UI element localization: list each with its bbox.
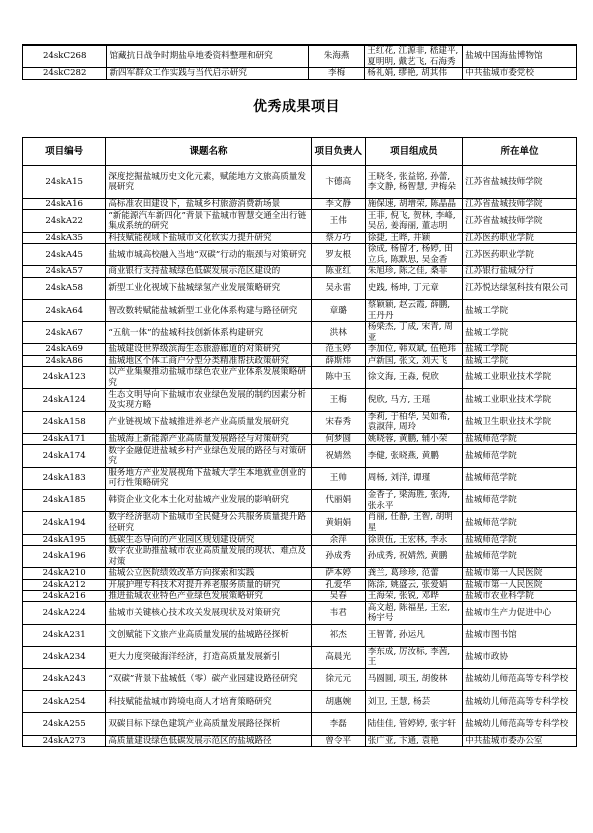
table-row	[23, 512, 577, 534]
cell-title: 双碳目标下绿色建筑产业高质量发展路径探析	[106, 713, 311, 735]
cell-unit: 江苏省盐城技师学院	[463, 210, 577, 232]
cell-title: 文创赋能下文旅产业高质量发展的盐城路径探析	[106, 624, 311, 646]
table-row	[23, 411, 577, 433]
cell-unit: 盐城市第一人民医院	[463, 568, 577, 579]
cell-leader: 余萍	[311, 534, 365, 545]
cell-leader: 高晨光	[311, 647, 365, 669]
cell-leader: 徐元元	[311, 668, 365, 690]
cell-unit: 江苏银行盐城分行	[463, 266, 577, 277]
cell-members: 马圆圆, 项玉, 胡俊林	[365, 668, 462, 690]
table-row	[23, 489, 577, 511]
cell-leader: 孔爱华	[311, 579, 365, 590]
table-row	[23, 244, 577, 266]
cell-members: 徐成, 杨留才, 杨婷, 田立兵, 陈默思, 吴金香	[365, 244, 462, 266]
cell-project-id: 24skC282	[23, 68, 107, 80]
cell-leader: 李磊	[311, 713, 365, 735]
table-row	[23, 668, 577, 690]
cell-leader: 洪林	[311, 322, 365, 344]
cell-leader: 陈亚红	[311, 266, 365, 277]
cell-unit: 盐城师范学院	[463, 489, 577, 511]
cell-unit: 中共盐城市委党校	[463, 68, 577, 80]
cell-members: 孙成秀, 祝婧然, 黄鹏	[365, 545, 462, 567]
cell-title: 盐城建设世界级滨海生态旅游廊道的对策研究	[106, 344, 311, 355]
cell-title: “双碳”背景下盐城低（零）碳产业园建设路径研究	[106, 668, 311, 690]
cell-members: 徐捷, 王晔, 井颖	[365, 232, 462, 243]
cell-project-id: 24skA234	[23, 647, 106, 669]
cell-members: 施保速, 胡增荣, 陈晶晶	[365, 199, 462, 210]
cell-leader: 薛斯炜	[311, 355, 365, 366]
cell-leader: 曾令平	[311, 735, 365, 746]
cell-members: 史践, 杨坤, 丁元章	[365, 277, 462, 299]
cell-project-id: 24skA243	[23, 668, 106, 690]
cell-leader: 胡惠婉	[311, 691, 365, 713]
cell-unit: 江苏悦达绿氢科技有限公司	[463, 277, 577, 299]
cell-unit: 盐城工业职业技术学院	[463, 367, 577, 389]
cell-unit: 盐城市图书馆	[463, 624, 577, 646]
cell-leader: 宋春秀	[311, 411, 365, 433]
table-row	[23, 344, 577, 355]
cell-members: 李健, 张晓燕, 黄鹏	[365, 445, 462, 467]
table-row	[23, 568, 577, 579]
cell-title: 开展护理专科技术对提升养老服务质量的研究	[106, 579, 311, 590]
table-row	[23, 322, 577, 344]
cell-project-id: 24skA64	[23, 300, 106, 322]
cell-title: 高质量建设绿色低碳发展示范区的盐城路径	[106, 735, 311, 746]
cell-project-id: 24skA67	[23, 322, 106, 344]
cell-unit: 盐城幼儿师范高等专科学校	[463, 713, 577, 735]
cell-unit: 江苏医药职业学院	[463, 232, 577, 243]
cell-project-id: 24skA273	[23, 735, 106, 746]
cell-title: 高标准农田建设下，盐城乡村旅游消费新场景	[106, 199, 311, 210]
cell-members: 李莉, 于柏华, 吴如希, 袁淑萍, 周玲	[365, 411, 462, 433]
cell-title: 以产业集聚推动盐城市绿色农业产业体系发展策略研究	[106, 367, 311, 389]
cell-project-id: 24skA58	[23, 277, 106, 299]
cell-members: 王红花, 江源非, 嵇建平, 夏明明, 戴艺飞, 石海秀	[365, 45, 463, 68]
cell-members: 杨梁杰, 丁成, 宋青, 周亚	[365, 322, 462, 344]
cell-members: 张广亚, 卞通, 袁艳	[365, 735, 462, 746]
table-row	[23, 355, 577, 366]
cell-unit: 盐城工学院	[463, 300, 577, 322]
cell-leader: 蔡万巧	[311, 232, 365, 243]
table-row	[23, 445, 577, 467]
table-row	[23, 389, 577, 411]
cell-unit: 盐城师范学院	[463, 433, 577, 444]
cell-title: 盐城海上新能源产业高质量发展路径与对策研究	[106, 433, 311, 444]
table-row	[23, 300, 577, 322]
cell-unit: 盐城幼儿师范高等专科学校	[463, 691, 577, 713]
cell-title: 盐城公立医院绩效改革方向探索和实践	[106, 568, 311, 579]
table-row	[23, 691, 577, 713]
cell-leader: 萨本婷	[311, 568, 365, 579]
cell-unit: 中共盐城市委办公室	[463, 735, 577, 746]
cell-members: 高文超, 陈福星, 王宏, 杨宇号	[365, 602, 462, 624]
table-row	[23, 433, 577, 444]
cell-title: 盐城地区个体工商户分型分类精准帮扶政策研究	[106, 355, 311, 366]
cell-title: 更大力度突破海洋经济，打造高质量发展新引	[106, 647, 311, 669]
cell-title: 盐城市城高校融入当地“双碳”行动的瓶颈与对策研究	[106, 244, 311, 266]
table-row	[23, 534, 577, 545]
cell-project-id: 24skA254	[23, 691, 106, 713]
section-title: 优秀成果项目	[253, 99, 340, 115]
cell-title: 商业银行支持盐城绿色低碳发展示范区建设的	[106, 266, 311, 277]
cell-leader: 吴永雷	[311, 277, 365, 299]
cell-leader: 祁杰	[311, 624, 365, 646]
cell-members: 刘卫, 王慧, 杨芸	[365, 691, 462, 713]
cell-project-id: 24skA255	[23, 713, 106, 735]
cell-members: 蔡颖颖, 赵云霞, 薛鹏, 王丹丹	[365, 300, 462, 322]
cell-members: 王菲, 倪飞, 贺林, 李峰, 吴岳, 姜海丽, 董志明	[365, 210, 462, 232]
cell-project-id: 24skA45	[23, 244, 106, 266]
cell-leader: 李梅	[308, 68, 364, 80]
cell-members: 周杨, 刘洋, 谭瑾	[365, 467, 462, 489]
cell-project-id: 24skA57	[23, 266, 106, 277]
header-leader: 项目负责人	[311, 138, 365, 166]
table-row	[23, 467, 577, 489]
cell-members: 李加位, 韩双斌, 伍艳玮	[365, 344, 462, 355]
cell-project-id: 24skA216	[23, 591, 106, 602]
cell-members: 王海荣, 张锐, 邓晔	[365, 591, 462, 602]
cell-title: 数字金融促进盐城乡村产业绿色发展的路径与对策研究	[106, 445, 311, 467]
cell-title: 馆藏抗日战争时期盐阜地委资料整理和研究	[107, 45, 309, 68]
cell-title: 产业链视域下盐城推进养老产业高质量发展研究	[106, 411, 311, 433]
cell-project-id: 24skA231	[23, 624, 106, 646]
cell-title: 低碳生态导向的产业园区规划建设研究	[106, 534, 311, 545]
cell-unit: 江苏省盐城技师学院	[463, 166, 577, 199]
cell-leader: 王伟	[311, 210, 365, 232]
cell-unit: 盐城幼儿师范高等专科学校	[463, 668, 577, 690]
cell-leader: 吴春	[311, 591, 365, 602]
table-row	[23, 713, 577, 735]
header-title: 课题名称	[106, 138, 311, 166]
cell-project-id: 24skA158	[23, 411, 106, 433]
table-row	[23, 166, 577, 199]
cell-unit: 盐城师范学院	[463, 512, 577, 534]
cell-members: 金香子, 梁海胜, 张涛, 张永平	[365, 489, 462, 511]
cell-title: 生态文明导向下盐城市农业绿色发展的制约因素分析及实现方略	[106, 389, 311, 411]
cell-unit: 江苏省盐城技师学院	[463, 199, 577, 210]
cell-project-id: 24skA196	[23, 545, 106, 567]
cell-project-id: 24skA123	[23, 367, 106, 389]
cell-members: 王晓冬, 张益铭, 孙蕾, 李文静, 杨智慧, 尹梅朵	[365, 166, 462, 199]
cell-project-id: 24skA15	[23, 166, 106, 199]
cell-leader: 韦君	[311, 602, 365, 624]
cell-unit: 盐城市第一人民医院	[463, 579, 577, 590]
cell-project-id: 24skA16	[23, 199, 106, 210]
table-row	[23, 579, 577, 590]
cell-unit: 盐城卫生职业技术学院	[463, 411, 577, 433]
cell-title: 深度挖掘盐城历史文化元素，赋能地方文旅高质量发展研究	[106, 166, 311, 199]
table-row	[23, 277, 577, 299]
header-project-id: 项目编号	[23, 138, 106, 166]
cell-title: 新四军群众工作实践与当代启示研究	[107, 68, 309, 80]
cell-unit: 盐城工学院	[463, 355, 577, 366]
cell-leader: 章璐	[311, 300, 365, 322]
table-row	[23, 545, 577, 567]
cell-title: 推进盐城农业特色产业绿色发展策略研究	[106, 591, 311, 602]
cell-members: 陈涂, 姚盛云, 张爱娟	[365, 579, 462, 590]
cell-unit: 盐城师范学院	[463, 545, 577, 567]
cell-title: 科技赋能视域下盐城市文化软实力提升研究	[106, 232, 311, 243]
cell-project-id: 24skA224	[23, 602, 106, 624]
cell-project-id: 24skA194	[23, 512, 106, 534]
header-unit: 所在单位	[463, 138, 577, 166]
cell-unit: 盐城市生产力促进中心	[463, 602, 577, 624]
cell-project-id: 24skA212	[23, 579, 106, 590]
cell-project-id: 24skA35	[23, 232, 106, 243]
cell-project-id: 24skA171	[23, 433, 106, 444]
cell-project-id: 24skA124	[23, 389, 106, 411]
cell-project-id: 24skA185	[23, 489, 106, 511]
cell-members: 陆佳佳, 管婷婷, 张宇轩	[365, 713, 462, 735]
cell-leader: 孙成秀	[311, 545, 365, 567]
table-header-row	[23, 138, 577, 166]
cell-project-id: 24skA69	[23, 344, 106, 355]
table-row	[23, 199, 577, 210]
cell-members: 倪欣, 马方, 王瑶	[365, 389, 462, 411]
cell-leader: 黄娟娟	[311, 512, 365, 534]
cell-unit: 江苏医药职业学院	[463, 244, 577, 266]
cell-leader: 卞德高	[311, 166, 365, 199]
table-row	[23, 367, 577, 389]
cell-project-id: 24skA210	[23, 568, 106, 579]
cell-leader: 王帅	[311, 467, 365, 489]
cell-members: 李东成, 厉汝标, 李茜, 王	[365, 647, 462, 669]
table-row	[23, 68, 577, 80]
cell-unit: 盐城市政协	[463, 647, 577, 669]
table-row	[23, 647, 577, 669]
cell-unit: 盐城师范学院	[463, 445, 577, 467]
cell-unit: 盐城工学院	[463, 344, 577, 355]
cell-unit: 盐城工学院	[463, 322, 577, 344]
cell-members: 王智菁, 孙运凡	[365, 624, 462, 646]
cell-members: 龚兰, 葛珍珍, 范蕾	[365, 568, 462, 579]
cell-members: 卢新国, 张文, 刘天飞	[365, 355, 462, 366]
cell-unit: 盐城中国海盐博物馆	[463, 45, 577, 68]
cell-project-id: 24skA22	[23, 210, 106, 232]
cell-project-id: 24skA183	[23, 467, 106, 489]
cell-title: 新型工业化视域下盐城绿氢产业发展策略研究	[106, 277, 311, 299]
cell-leader: 罗友根	[311, 244, 365, 266]
cell-leader: 何梦圆	[311, 433, 365, 444]
cell-title: “五航一体”的盐城科技创新体系构建研究	[106, 322, 311, 344]
cell-leader: 范玉婷	[311, 344, 365, 355]
cell-title: 盐城市关键核心技术攻关发展现状及对策研究	[106, 602, 311, 624]
previous-page-table	[22, 44, 577, 80]
cell-leader: 朱海燕	[308, 45, 364, 68]
cell-leader: 李文静	[311, 199, 365, 210]
cell-unit: 盐城师范学院	[463, 534, 577, 545]
cell-project-id: 24skA86	[23, 355, 106, 366]
cell-project-id: 24skA174	[23, 445, 106, 467]
table-row	[23, 591, 577, 602]
cell-title: 韩资企业文化本土化对盐城产业发展的影响研究	[106, 489, 311, 511]
cell-members: 朱旭珍, 陈之佳, 桑菲	[365, 266, 462, 277]
cell-leader: 代丽娟	[311, 489, 365, 511]
cell-members: 徐文海, 王淼, 倪欣	[365, 367, 462, 389]
cell-project-id: 24skC268	[23, 45, 107, 68]
cell-title: 智改数转赋能盐城新型工业化体系构建与路径研究	[106, 300, 311, 322]
cell-project-id: 24skA195	[23, 534, 106, 545]
cell-title: 科技赋能盐城市跨境电商人才培育策略研究	[106, 691, 311, 713]
table-row	[23, 602, 577, 624]
cell-members: 姚晓蓉, 黄鹏, 辅小荣	[365, 433, 462, 444]
cell-members: 杨礼娟, 缪艳, 胡其伟	[365, 68, 463, 80]
table-row	[23, 210, 577, 232]
cell-title: 数字经济驱动下盐城市全民健身公共服务质量提升路径研究	[106, 512, 311, 534]
cell-members: 徐贵伍, 王宏林, 李永	[365, 534, 462, 545]
cell-members: 肖丽, 任静, 王智, 胡明星	[365, 512, 462, 534]
table-row	[23, 45, 577, 68]
cell-leader: 祝婧然	[311, 445, 365, 467]
cell-unit: 盐城市农业科学院	[463, 591, 577, 602]
table-row	[23, 624, 577, 646]
cell-leader: 陈中玉	[311, 367, 365, 389]
cell-leader: 王梅	[311, 389, 365, 411]
cell-unit: 盐城师范学院	[463, 467, 577, 489]
header-members: 项目组成员	[365, 138, 462, 166]
table-row	[23, 735, 577, 746]
cell-title: “新能源汽车新四化”背景下盐城市智慧交通全出行链集成系统的研究	[106, 210, 311, 232]
cell-title: 数字农业助推盐城市农业高质量发展的现状、难点及对策	[106, 545, 311, 567]
excellent-results-table	[22, 137, 577, 747]
table-row	[23, 232, 577, 243]
cell-unit: 盐城工业职业技术学院	[463, 389, 577, 411]
cell-title: 服务地方产业发展视角下盐城大学生本地就业创业的可行性策略研究	[106, 467, 311, 489]
table-row	[23, 266, 577, 277]
